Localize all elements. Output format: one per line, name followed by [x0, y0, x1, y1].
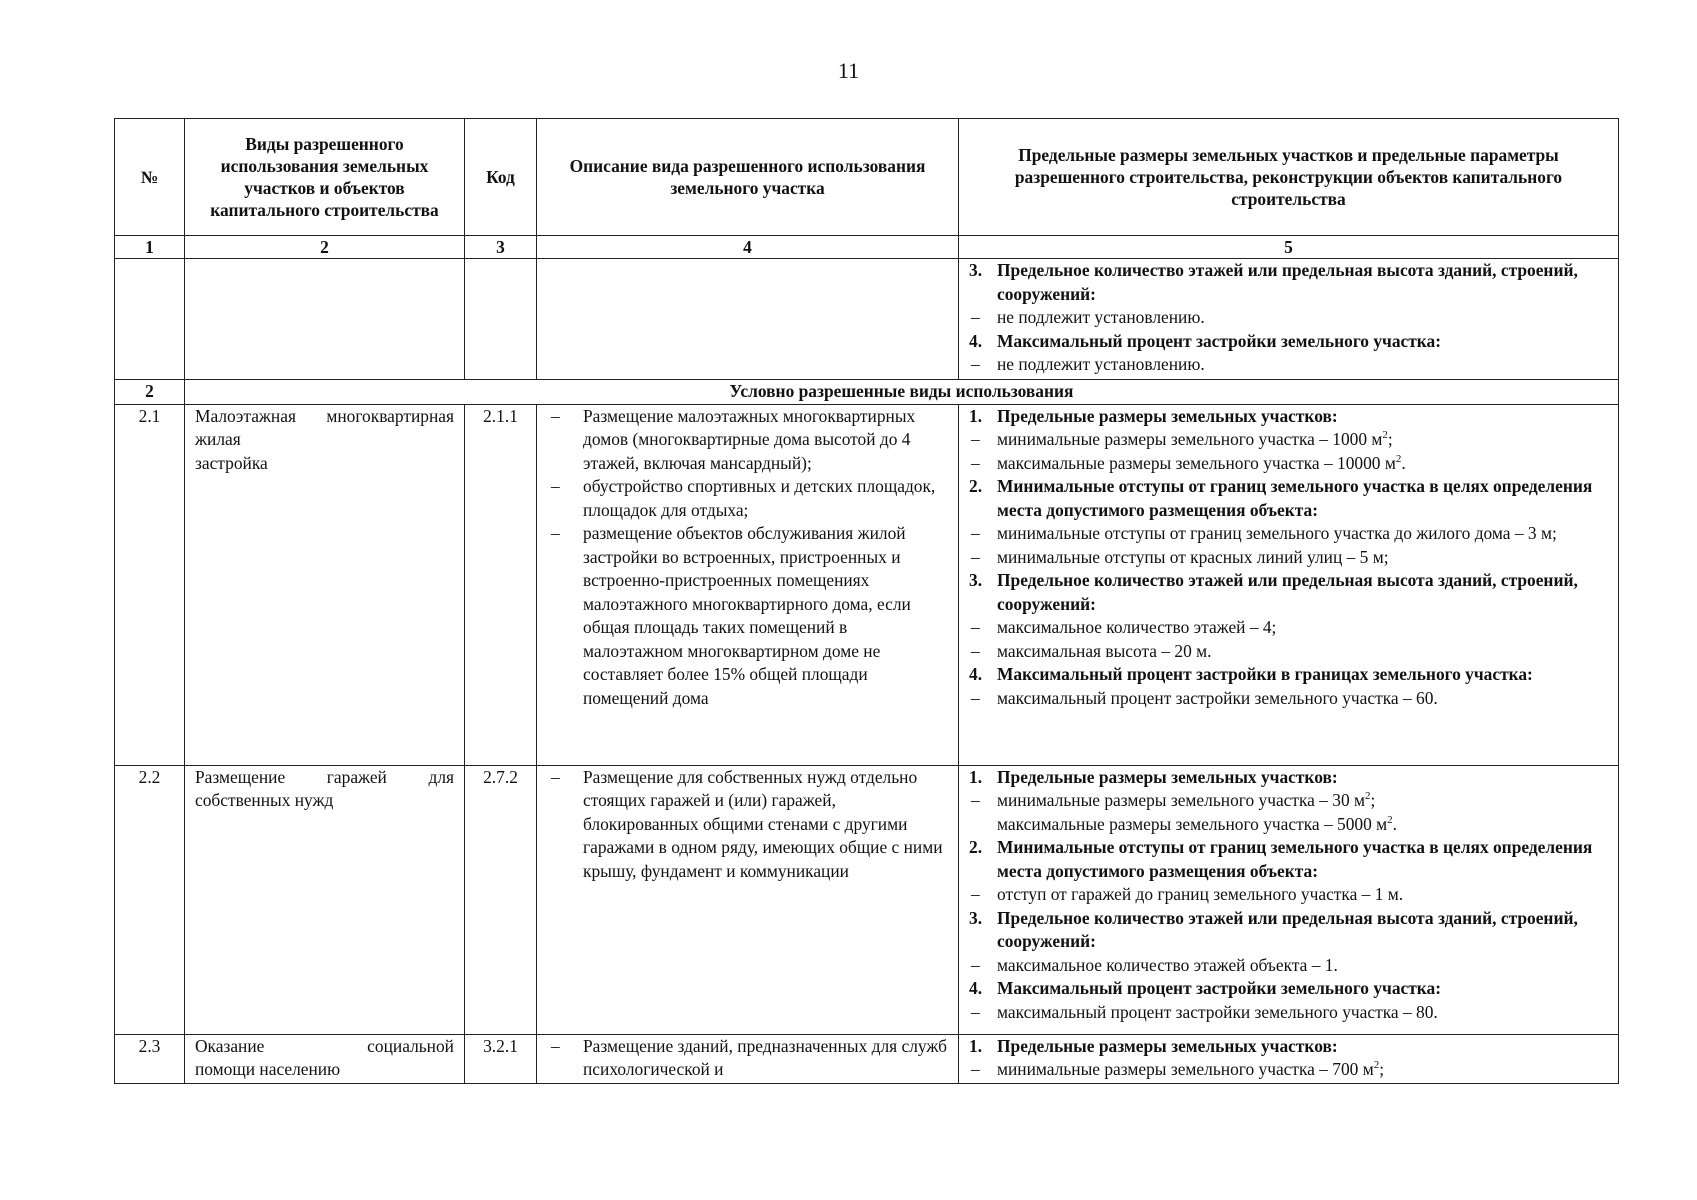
- column-number: 5: [959, 236, 1619, 259]
- column-number: 4: [537, 236, 959, 259]
- param-item: – минимальные отступы от границ земельного участка до жилого дома – 3 м;: [969, 522, 1608, 546]
- param-heading: 1. Предельные размеры земельных участков:: [969, 766, 1338, 787]
- use-type-cell: [185, 404, 465, 765]
- param-item: – минимальные отступы от красных линий улиц – 5 м;: [969, 546, 1608, 570]
- use-type-name-cont: застройка: [195, 452, 268, 473]
- section-title: Условно разрешенные виды использования: [185, 380, 1619, 405]
- param-heading: 3. Предельное количество этажей или предельная высота зданий, строений, сооружений:: [969, 907, 1578, 951]
- use-type-cell: [185, 1034, 465, 1083]
- continuation-row: [115, 259, 1619, 380]
- land-use-table: [114, 118, 1619, 1084]
- param-item: – минимальные размеры земельного участка – 700 $м^2$;: [969, 1058, 1608, 1082]
- empty-cell: [465, 259, 537, 380]
- table-row: [115, 404, 1619, 765]
- param-item: – отступ от гаражей до границ земельного участка – 1 м.: [969, 883, 1608, 907]
- column-numbers-row: [115, 236, 1619, 259]
- header-row: [115, 119, 1619, 236]
- param-heading: 1. Предельные размеры земельных участков:: [969, 405, 1338, 426]
- param-heading: 2. Минимальные отступы от границ земельного участка в целях определения места допустимого размещения объекта:: [969, 476, 1593, 520]
- column-number: 1: [115, 236, 185, 259]
- header-number: №: [115, 119, 185, 236]
- header-use-type: Виды разрешенного использования земельных участков и объектов капитального строительства: [185, 119, 465, 236]
- empty-cell: [537, 259, 959, 380]
- use-type-name-cont: помощи населению: [195, 1059, 341, 1079]
- table-row: [115, 765, 1619, 1034]
- description-item: – Размещение малоэтажных многоквартирных домов (многоквартирные дома высотой до 4 этажей, включая мансардный);: [547, 405, 948, 476]
- description-cell: [537, 404, 959, 765]
- section-number: 2: [115, 380, 185, 405]
- param-heading: 3. Предельное количество этажей или предельная высота зданий, строений, сооружений:: [969, 260, 1578, 304]
- page-number: 11: [837, 58, 860, 83]
- param-heading: 4. Максимальный процент застройки в границах земельного участка:: [969, 664, 1533, 684]
- header-description: Описание вида разрешенного использования земельного участка: [537, 119, 959, 236]
- parameters-cell: [959, 765, 1619, 1034]
- param-item: – минимальные размеры земельного участка – 30 $м^2$;: [969, 789, 1608, 813]
- description-item: – обустройство спортивных и детских площадок, площадок для отдыха;: [547, 475, 948, 522]
- table-row: [115, 1034, 1619, 1083]
- description-item: – Размещение зданий, предназначенных для служб психологической и: [547, 1035, 948, 1082]
- param-item: – не подлежит установлению.: [969, 353, 1608, 377]
- use-type-name: Размещение гаражей для: [195, 766, 454, 787]
- param-item: – максимальное количество этажей – 4;: [969, 616, 1608, 640]
- param-item: – минимальные размеры земельного участка – 1000 $м^2$;: [969, 428, 1608, 452]
- column-number: 3: [465, 236, 537, 259]
- use-type-name-cont: собственных нужд: [195, 790, 334, 810]
- description-cell: [537, 765, 959, 1034]
- param-item: – максимальные размеры земельного участка – 10000 $м^2$.: [969, 452, 1608, 476]
- param-heading: 4. Максимальный процент застройки земельного участка:: [969, 330, 1442, 351]
- row-number: 2.3: [115, 1034, 185, 1083]
- row-number: 2.1: [115, 404, 185, 765]
- param-heading: 3. Предельное количество этажей или предельная высота зданий, строений, сооружений:: [969, 570, 1578, 614]
- param-item: – максимальное количество этажей объекта – 1.: [969, 954, 1608, 978]
- param-heading: 4. Максимальный процент застройки земельного участка:: [969, 978, 1442, 998]
- description-item: – размещение объектов обслуживания жилой застройки во встроенных, пристроенных и встроенно-пристроенных помещениях малоэтажного многоквартирного дома, если общая площадь таких помещений в малоэтажном многоквартирном доме не составляет более 15% общей площади помещений дома: [547, 522, 948, 710]
- use-type-name: Малоэтажная многоквартирная жилая: [195, 405, 454, 449]
- parameters-cell: [959, 259, 1619, 380]
- code-cell: 3.2.1: [465, 1034, 537, 1083]
- empty-cell: [185, 259, 465, 380]
- param-item: – максимальный процент застройки земельного участка – 80.: [969, 1001, 1608, 1025]
- use-type-cell: [185, 765, 465, 1034]
- parameters-cell: [959, 404, 1619, 765]
- param-item: – не подлежит установлению.: [969, 306, 1608, 330]
- description-item: – Размещение для собственных нужд отдельно стоящих гаражей и (или) гаражей, блокированных общими стенами с другими гаражами в одном ряду, имеющих общие с ними крышу, фундамент и коммуникации: [547, 766, 948, 884]
- parameters-cell: [959, 1034, 1619, 1083]
- param-item: – максимальный процент застройки земельного участка – 60.: [969, 687, 1608, 711]
- column-number: 2: [185, 236, 465, 259]
- param-item-cont: максимальные размеры земельного участка – 5000 $м^2$.: [997, 813, 1397, 834]
- param-item: – максимальная высота – 20 м.: [969, 640, 1608, 664]
- code-cell: 2.7.2: [465, 765, 537, 1034]
- header-code: Код: [465, 119, 537, 236]
- row-number: 2.2: [115, 765, 185, 1034]
- section-row: [115, 380, 1619, 405]
- param-heading: 2. Минимальные отступы от границ земельного участка в целях определения места допустимого размещения объекта:: [969, 837, 1593, 881]
- use-type-name: Оказание социальной: [195, 1035, 454, 1056]
- code-cell: 2.1.1: [465, 404, 537, 765]
- header-parameters: Предельные размеры земельных участков и предельные параметры разрешенного строительства, реконструкции объектов капитального строительства: [959, 119, 1619, 236]
- description-cell: [537, 1034, 959, 1083]
- empty-cell: [115, 259, 185, 380]
- param-heading: 1. Предельные размеры земельных участков:: [969, 1035, 1338, 1056]
